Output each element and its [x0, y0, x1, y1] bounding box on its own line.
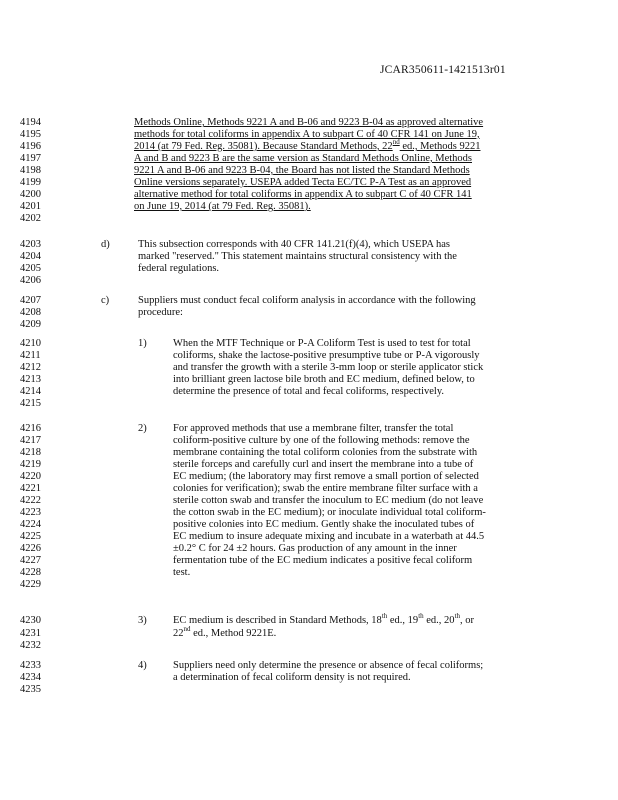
line-number: 4214 — [20, 386, 41, 397]
line-number: 4195 — [20, 129, 41, 140]
line-number: 4222 — [20, 495, 41, 506]
line-number: 4211 — [20, 350, 41, 361]
line-number: 4225 — [20, 531, 41, 542]
line-number: 4231 — [20, 628, 41, 639]
text-line: procedure: — [138, 307, 183, 318]
line-number: 4216 — [20, 423, 41, 434]
text-line: colonies for verification); swab the entire membrane filter surface with a — [173, 483, 478, 494]
text-line: federal regulations. — [138, 263, 220, 274]
line-number: 4235 — [20, 684, 41, 695]
line-number: 4217 — [20, 435, 41, 446]
line-number: 4202 — [20, 213, 41, 224]
text-line: sterile forceps and carefully curl and insert the membrane into a tube of — [173, 459, 474, 470]
subsection-marker: d) — [101, 239, 110, 250]
line-number: 4203 — [20, 239, 41, 250]
line-number: 4228 — [20, 567, 41, 578]
text-line: When the MTF Technique or P-A Coliform Test is used to test for total — [173, 338, 471, 349]
line-number: 4219 — [20, 459, 41, 470]
text-line: determine the presence of total and fecal coliforms, respectively. — [173, 386, 445, 397]
text-line: test. — [173, 567, 191, 578]
text-line: EC medium is described in Standard Methods, 18th ed., 19th ed., 20th, or — [173, 612, 475, 626]
line-number: 4199 — [20, 177, 41, 188]
item-marker: 2) — [138, 423, 147, 434]
text-line: and transfer the growth with a sterile 3-mm loop or sterile applicator stick — [173, 362, 484, 373]
line-number: 4220 — [20, 471, 41, 482]
line-number: 4212 — [20, 362, 41, 373]
text-line: For approved methods that use a membrane filter, transfer the total — [173, 423, 454, 434]
line-number: 4198 — [20, 165, 41, 176]
line-number: 4229 — [20, 579, 41, 590]
line-number: 4221 — [20, 483, 41, 494]
line-number: 4226 — [20, 543, 41, 554]
line-number: 4209 — [20, 319, 41, 330]
line-number: 4200 — [20, 189, 41, 200]
line-number: 4227 — [20, 555, 41, 566]
text-line: Online versions separately. USEPA added Tecta EC/TC P-A Test as an approved — [134, 177, 472, 188]
line-number: 4210 — [20, 338, 41, 349]
text-line: a determination of fecal coliform density is not required. — [173, 672, 411, 683]
text-line: coliform-positive culture by one of the following methods: remove the — [173, 435, 470, 446]
text-line: into brilliant green lactose bile broth and EC medium, defined below, to — [173, 374, 475, 385]
text-line: EC medium; (the laboratory may first remove a small portion of selected — [173, 471, 479, 482]
line-number: 4223 — [20, 507, 41, 518]
text-line: This subsection corresponds with 40 CFR 141.21(f)(4), which USEPA has — [138, 239, 450, 250]
text-line: positive colonies into EC medium. Gently shake the inoculated tubes of — [173, 519, 475, 530]
item-marker: 4) — [138, 660, 147, 671]
subsection-marker: c) — [101, 295, 110, 306]
line-number: 4213 — [20, 374, 41, 385]
line-number: 4201 — [20, 201, 41, 212]
line-number: 4197 — [20, 153, 41, 164]
text-line: 22nd ed., Method 9221E. — [173, 625, 277, 639]
item-marker: 3) — [138, 615, 147, 626]
line-number: 4205 — [20, 263, 41, 274]
text-line: A and B and 9223 B are the same version as Standard Methods Online, Methods — [134, 153, 472, 164]
line-number: 4206 — [20, 275, 41, 286]
text-line: alternative method for total coliforms in appendix A to subpart C of 40 CFR 141 — [134, 189, 472, 200]
line-number: 4224 — [20, 519, 41, 530]
text-line: marked "reserved." This statement maintains structural consistency with the — [138, 251, 457, 262]
line-number: 4208 — [20, 307, 41, 318]
line-number: 4196 — [20, 141, 41, 152]
line-number: 4218 — [20, 447, 41, 458]
text-line: fermentation tube of the EC medium indicates a positive fecal coliform — [173, 555, 473, 566]
text-line: Suppliers need only determine the presence or absence of fecal coliforms; — [173, 660, 484, 671]
text-line: coliforms, shake the lactose-positive presumptive tube or P-A vigorously — [173, 350, 480, 361]
text-line: EC medium to insure adequate mixing and incubate in a waterbath at 44.5 — [173, 531, 485, 542]
line-number: 4215 — [20, 398, 41, 409]
document-header: JCAR350611-1421513r01 — [380, 64, 506, 76]
line-number: 4232 — [20, 640, 41, 651]
text-line: Suppliers must conduct fecal coliform analysis in accordance with the following — [138, 295, 476, 306]
line-number: 4204 — [20, 251, 41, 262]
line-number: 4234 — [20, 672, 41, 683]
text-line: membrane containing the total coliform colonies from the substrate with — [173, 447, 478, 458]
line-number: 4194 — [20, 117, 41, 128]
text-line: on June 19, 2014 (at 79 Fed. Reg. 35081). — [134, 201, 311, 212]
text-line: Methods Online, Methods 9221 A and B-06 and 9223 B-04 as approved alternative — [134, 117, 484, 128]
line-number: 4233 — [20, 660, 41, 671]
text-line: 9221 A and B-06 and 9223 B-04, the Board has not listed the Standard Methods — [134, 165, 470, 176]
text-line: 2014 (at 79 Fed. Reg. 35081). Because Standard Methods, 22nd ed., Methods 9221 — [134, 138, 481, 152]
line-number: 4230 — [20, 615, 41, 626]
item-marker: 1) — [138, 338, 147, 349]
text-line: the cotton swab in the EC medium); or inoculate individual total coliform- — [173, 507, 486, 518]
text-line: methods for total coliforms in appendix A to subpart C of 40 CFR 141 on June 19, — [134, 129, 480, 140]
text-line: ±0.2° C for 24 ±2 hours. Gas production of any amount in the inner — [173, 543, 457, 554]
line-number: 4207 — [20, 295, 41, 306]
text-line: sterile cotton swab and transfer the inoculum to EC medium (do not leave — [173, 495, 484, 506]
